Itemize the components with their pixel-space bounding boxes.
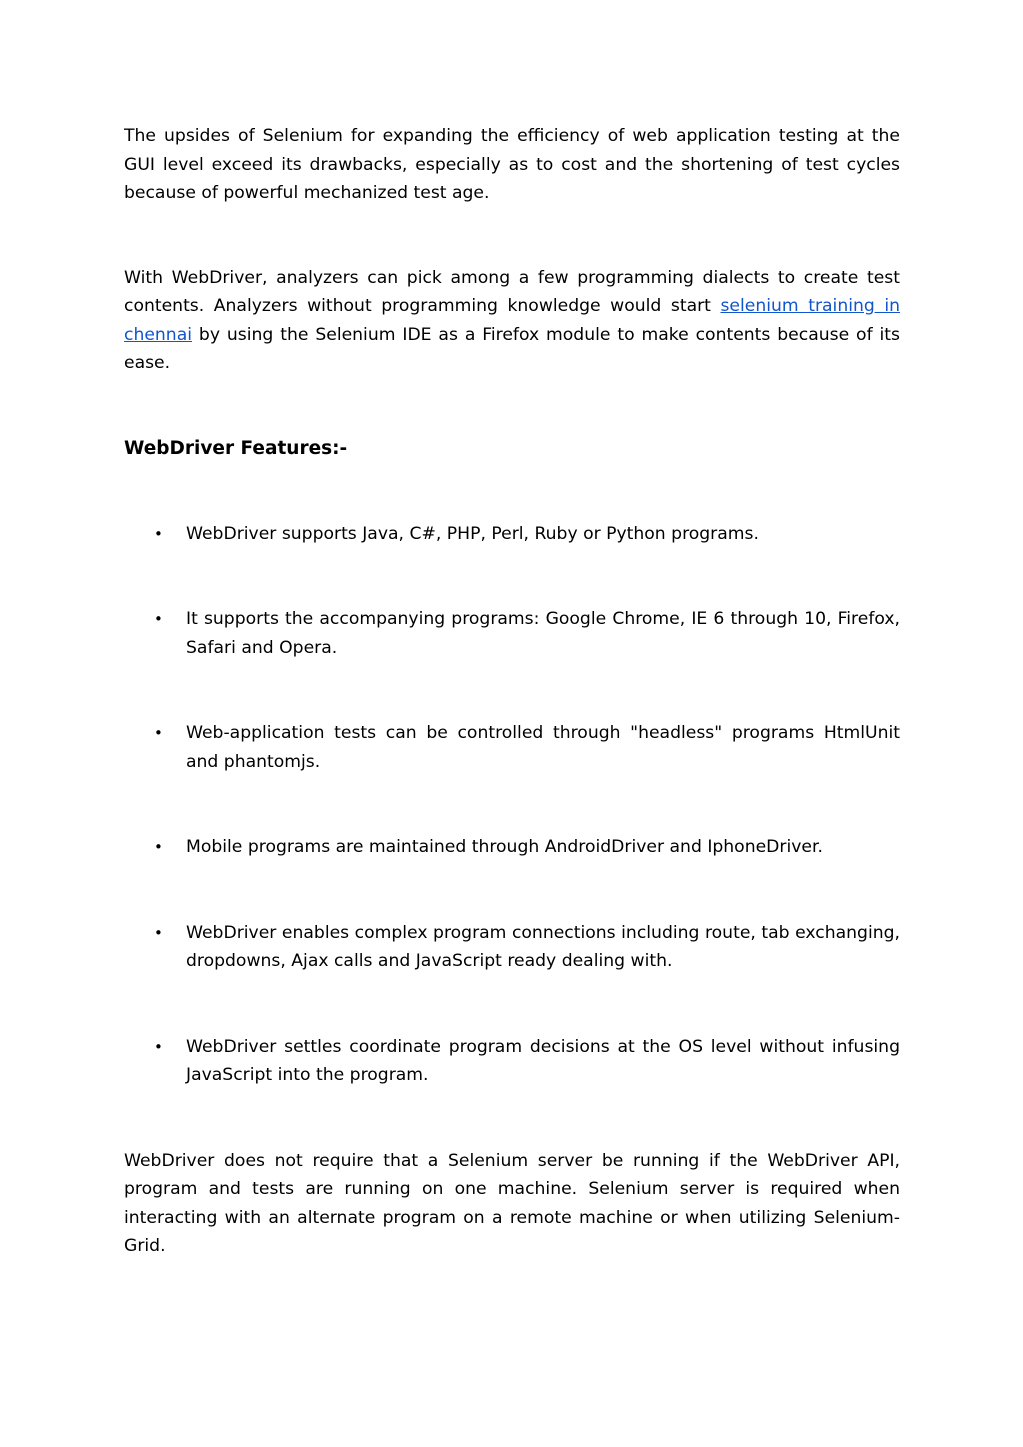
selenium-training-link[interactable]: selenium training in chennai (124, 296, 901, 345)
list-item-text: WebDriver enables complex program connections including route, tab exchanging, dropdowns, Ajax calls and JavaScript ready dealing with. (186, 922, 900, 971)
list-item (124, 520, 900, 549)
list-item (124, 719, 900, 776)
list-item-text: Mobile programs are maintained through AndroidDriver and IphoneDriver. (186, 837, 823, 857)
webdriver-paragraph (124, 264, 900, 378)
list-item-text: It supports the accompanying programs: Google Chrome, IE 6 through 10, Firefox, Safari and Opera. (186, 609, 900, 658)
list-item-text: WebDriver supports Java, C#, PHP, Perl, Ruby or Python programs. (186, 523, 759, 544)
bullet-icon: • (154, 724, 163, 742)
list-item (124, 919, 900, 976)
features-list (124, 520, 900, 1090)
list-item (124, 833, 900, 862)
document-page (124, 122, 900, 1261)
list-item (124, 1033, 900, 1090)
list-item-text: Web-application tests can be controlled through "headless" programs HtmlUnit and phantomjs. (186, 723, 900, 772)
intro-paragraph: The upsides of Selenium for expanding the efficiency of web application testing at the GUI level exceed its drawbacks, especially as to cost and the shortening of test cycles because of powerful mechanized test age. (124, 126, 900, 203)
list-item (124, 605, 900, 662)
closing-paragraph: WebDriver does not require that a Selenium server be running if the WebDriver API, program and tests are running on one machine. Selenium server is required when interacting with an alternate program on a remote machine or when utilizing Selenium-Grid. (124, 1150, 900, 1256)
bullet-icon: • (154, 1037, 163, 1056)
bullet-icon: • (154, 610, 163, 628)
webdriver-paragraph-text-before: With WebDriver, analyzers can pick among a few programming dialects to create test contents. Analyzers without programming knowledge would start (124, 267, 900, 316)
bullet-icon: • (154, 524, 163, 543)
features-heading: WebDriver Features:- (124, 437, 348, 459)
webdriver-paragraph-text-after: by using the Selenium IDE as a Firefox module to make contents because of its ease. (124, 324, 900, 373)
list-item-text: WebDriver settles coordinate program decisions at the OS level without infusing JavaScript into the program. (186, 1036, 900, 1085)
bullet-icon: • (154, 923, 163, 942)
bullet-icon: • (154, 838, 163, 856)
